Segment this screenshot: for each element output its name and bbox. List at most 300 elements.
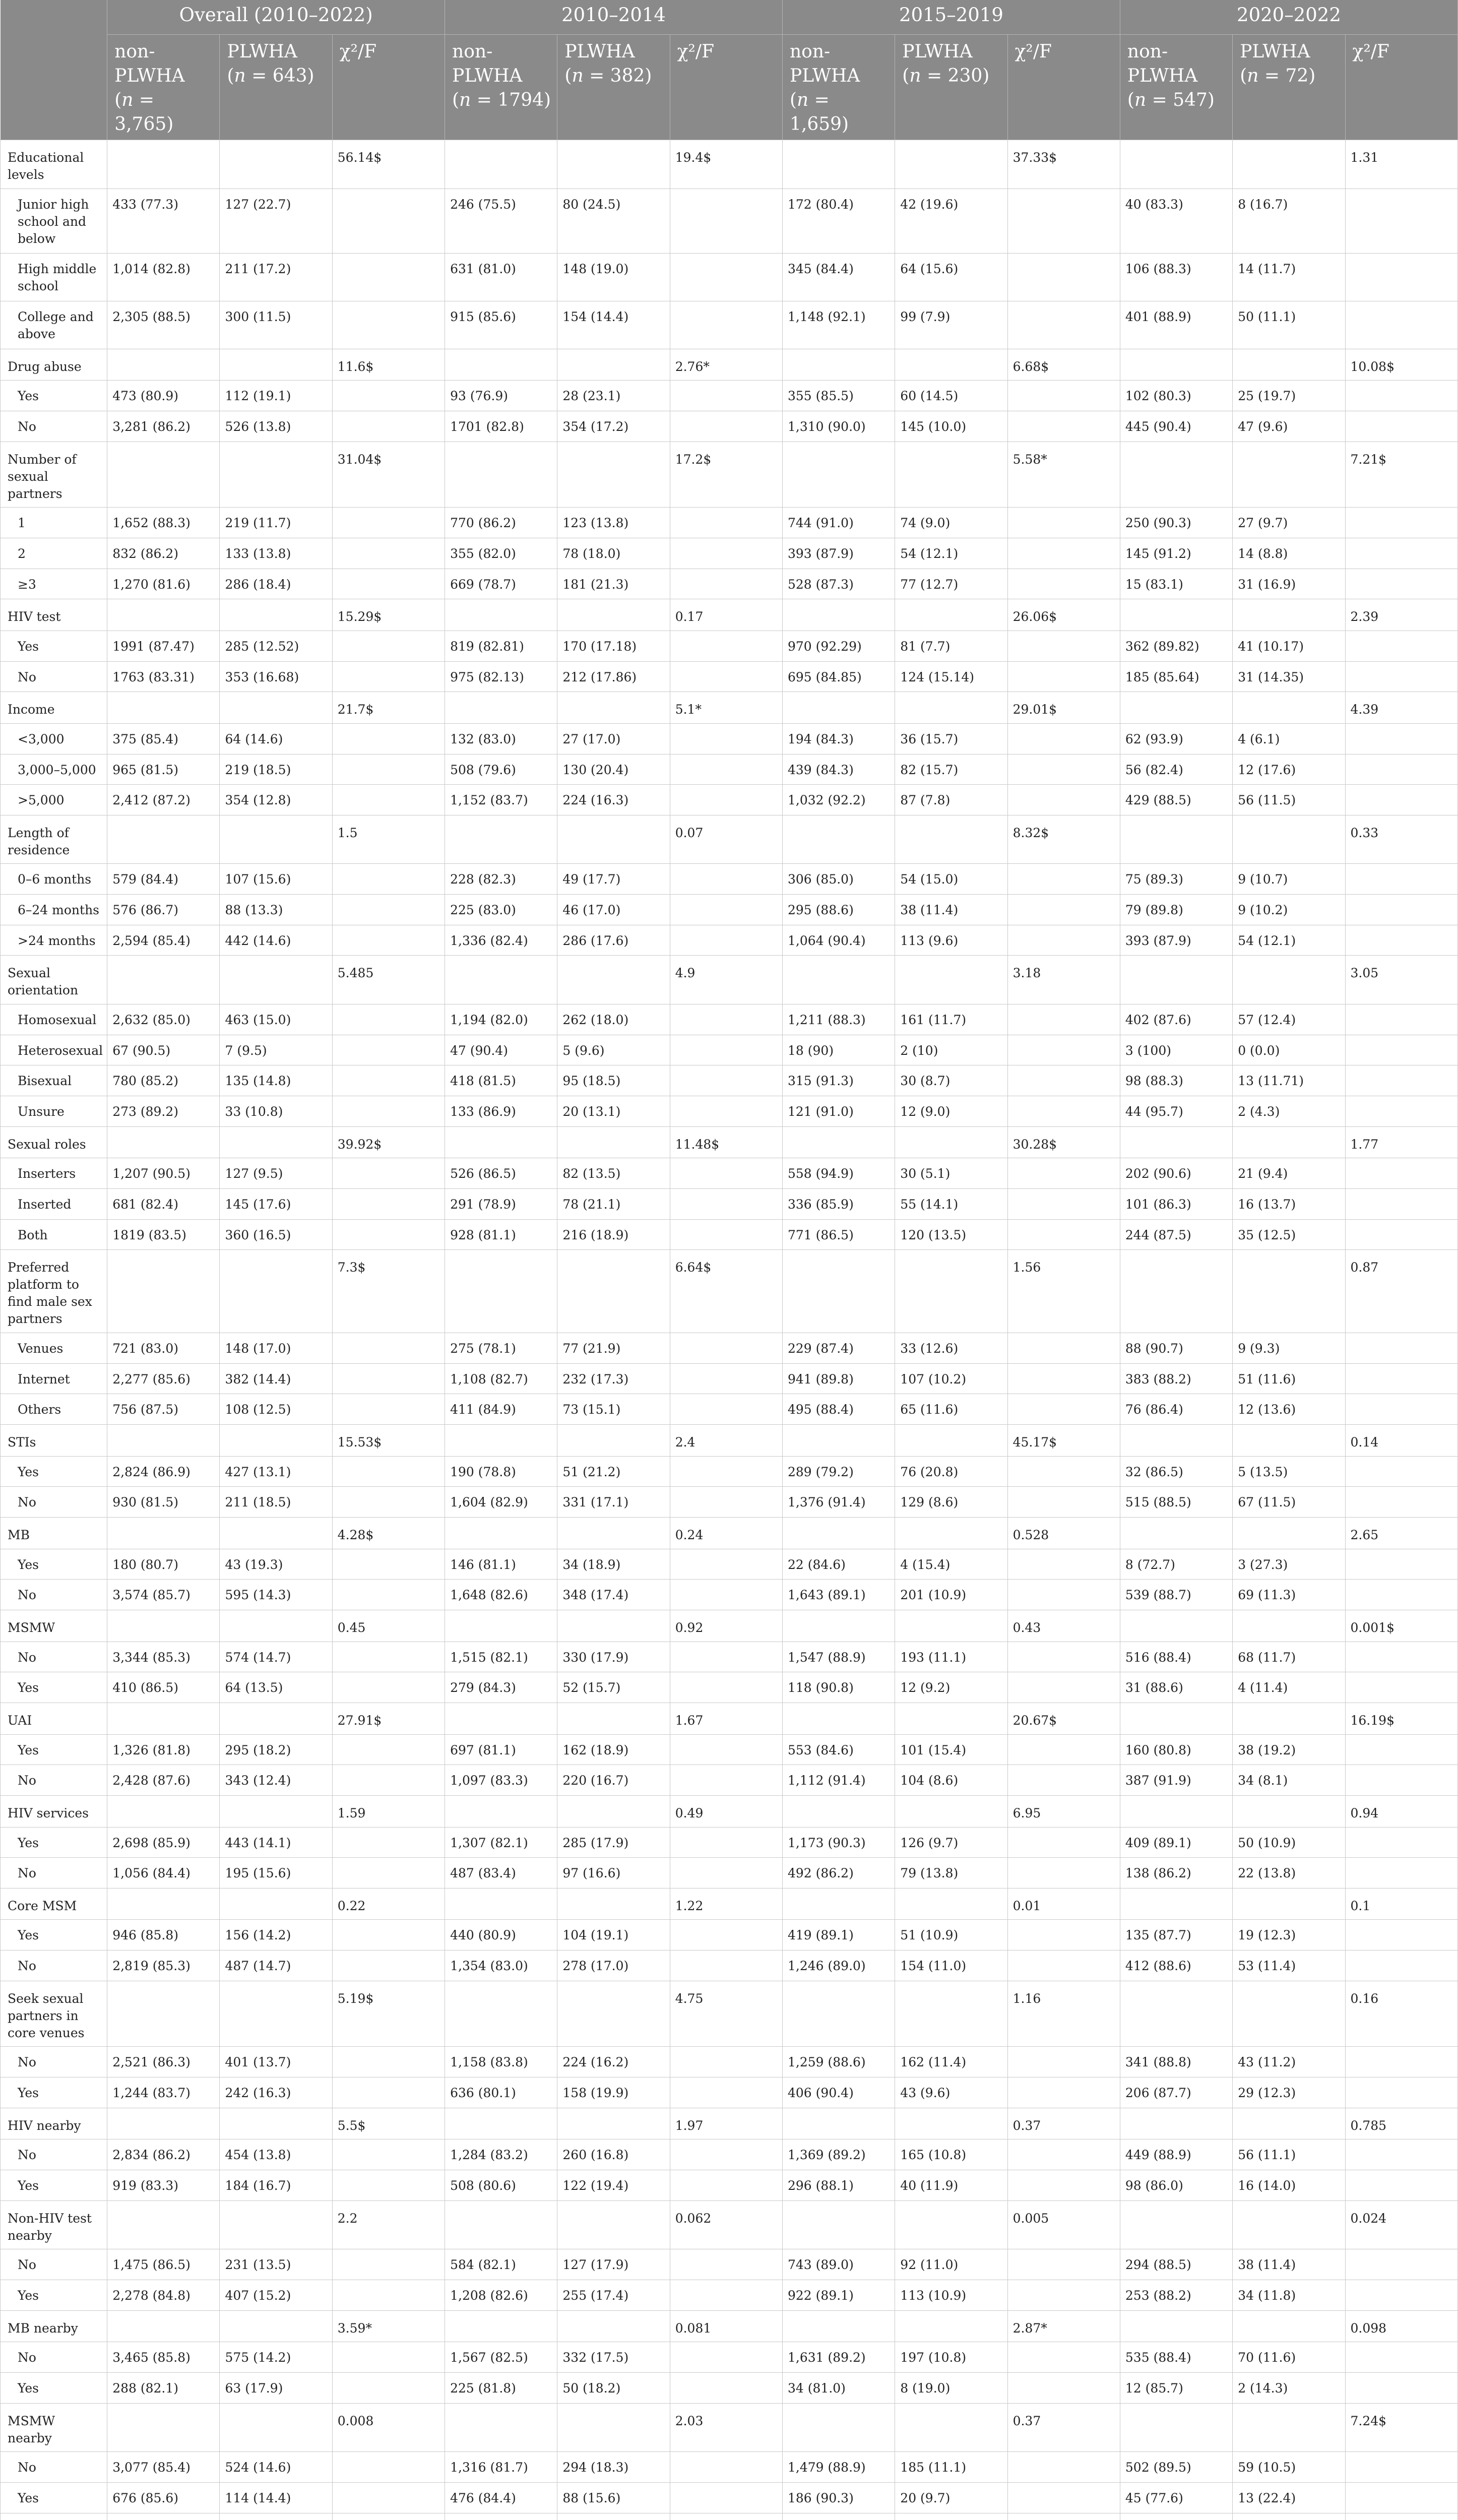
count-cell: 410 (86.5) <box>107 1672 220 1703</box>
stat-cell: 1.22 <box>670 1888 782 1920</box>
column-n-open: ( <box>902 66 910 86</box>
stat-cell: 0.92 <box>670 1610 782 1642</box>
variable-label: Income <box>1 692 107 724</box>
count-cell: 7 (9.5) <box>220 1035 332 1065</box>
count-cell: 113 (9.6) <box>895 925 1007 956</box>
category-row <box>1 1189 1458 1220</box>
count-cell: 50 (18.2) <box>557 2373 670 2404</box>
count-cell: 145 (91.2) <box>1120 538 1232 569</box>
stat-cell: 0.14 <box>1345 1424 1458 1456</box>
header-column-row <box>1 35 1458 140</box>
count-cell <box>557 1126 670 1158</box>
category-row <box>1 2482 1458 2513</box>
count-cell: 228 (82.3) <box>445 864 557 895</box>
count-cell: 43 (9.6) <box>895 2077 1007 2108</box>
header-stat-1: χ²/F <box>670 35 782 140</box>
stat-cell <box>1345 1950 1458 1981</box>
count-cell: 1,326 (81.8) <box>107 1734 220 1765</box>
count-cell: 107 (10.2) <box>895 1363 1007 1394</box>
stat-cell <box>1345 2047 1458 2077</box>
column-name: PLWHA <box>564 41 635 62</box>
stat-cell <box>1007 1394 1120 1425</box>
count-cell <box>895 1795 1007 1827</box>
stat-cell: 0.098 <box>1345 2310 1458 2342</box>
count-cell <box>107 2310 220 2342</box>
count-cell: 8 (16.7) <box>1233 188 1345 254</box>
category-label: Both <box>1 1219 107 1250</box>
count-cell: 54 (12.1) <box>895 538 1007 569</box>
count-cell: 412 (88.6) <box>1120 1950 1232 1981</box>
count-cell <box>1120 1703 1232 1734</box>
count-cell: 78 (21.1) <box>557 1189 670 1220</box>
count-cell <box>783 1250 895 1333</box>
count-cell: 2,824 (86.9) <box>107 1456 220 1487</box>
stat-cell <box>1007 1580 1120 1610</box>
count-cell: 539 (88.7) <box>1120 1580 1232 1610</box>
count-cell <box>445 815 557 864</box>
stat-cell <box>1007 569 1120 599</box>
stat-cell <box>670 381 782 411</box>
variable-label: MB <box>1 1517 107 1549</box>
count-cell <box>107 140 220 189</box>
count-cell <box>445 692 557 724</box>
count-cell <box>557 349 670 381</box>
count-cell: 211 (17.2) <box>220 254 332 301</box>
category-label: <3,000 <box>1 723 107 754</box>
count-cell <box>220 2108 332 2139</box>
count-cell: 165 (10.8) <box>895 2139 1007 2170</box>
count-cell: 330 (17.9) <box>557 1642 670 1672</box>
stat-cell <box>1007 895 1120 925</box>
stat-cell <box>1007 1858 1120 1888</box>
stat-cell <box>670 538 782 569</box>
count-cell: 98 (86.0) <box>1120 2170 1232 2201</box>
count-cell: 113 (10.9) <box>895 2280 1007 2311</box>
count-cell: 1,259 (88.6) <box>783 2047 895 2077</box>
count-cell <box>1120 1517 1232 1549</box>
count-cell <box>1233 2403 1345 2452</box>
count-cell <box>107 2108 220 2139</box>
stat-cell <box>1345 2139 1458 2170</box>
count-cell: 286 (17.6) <box>557 925 670 956</box>
count-cell: 40 (83.3) <box>1120 188 1232 254</box>
count-cell: 186 (90.3) <box>783 2482 895 2513</box>
count-cell <box>1120 140 1232 189</box>
stat-cell <box>1007 1363 1120 1394</box>
stat-cell <box>670 1827 782 1858</box>
count-cell: 4 (11.4) <box>1233 1672 1345 1703</box>
variable-row <box>1 1981 1458 2047</box>
stat-cell <box>1345 254 1458 301</box>
count-cell: 362 (89.82) <box>1120 631 1232 661</box>
count-cell <box>557 1981 670 2047</box>
count-cell: 721 (83.0) <box>107 1333 220 1364</box>
count-cell <box>1233 1517 1345 1549</box>
count-cell: 232 (17.3) <box>557 1363 670 1394</box>
category-label: 3,000–5,000 <box>1 754 107 785</box>
count-cell: 44 (95.7) <box>1120 1096 1232 1127</box>
count-cell: 158 (19.9) <box>557 2077 670 2108</box>
count-cell: 127 (22.7) <box>220 188 332 254</box>
count-cell: 355 (85.5) <box>783 381 895 411</box>
count-cell: 1991 (87.47) <box>107 631 220 661</box>
category-label: College and above <box>1 301 107 349</box>
count-cell: 260 (16.8) <box>557 2139 670 2170</box>
category-row <box>1 2342 1458 2373</box>
stat-cell <box>1345 1189 1458 1220</box>
category-row <box>1 301 1458 349</box>
stat-cell: 11.6$ <box>332 349 445 381</box>
category-row <box>1 2170 1458 2201</box>
count-cell <box>783 2513 895 2520</box>
count-cell <box>1120 692 1232 724</box>
count-cell: 348 (17.4) <box>557 1580 670 1610</box>
count-cell: 5 (13.5) <box>1233 1456 1345 1487</box>
count-cell: 930 (81.5) <box>107 1487 220 1518</box>
count-cell: 65 (11.6) <box>895 1394 1007 1425</box>
count-cell: 2,819 (85.3) <box>107 1950 220 1981</box>
count-cell: 1,056 (84.4) <box>107 1858 220 1888</box>
stat-cell: 39.92$ <box>332 1126 445 1158</box>
count-cell <box>220 349 332 381</box>
count-cell: 69 (11.3) <box>1233 1580 1345 1610</box>
category-row <box>1 2047 1458 2077</box>
count-cell <box>557 140 670 189</box>
stat-cell <box>1007 1096 1120 1127</box>
count-cell: 127 (17.9) <box>557 2249 670 2280</box>
count-cell <box>107 1517 220 1549</box>
count-cell: 75 (89.3) <box>1120 864 1232 895</box>
category-row <box>1 754 1458 785</box>
header-group-1: 2010–2014 <box>445 0 783 35</box>
column-n-open: ( <box>1240 66 1247 86</box>
count-cell: 97 (16.6) <box>557 1858 670 1888</box>
count-cell: 771 (86.5) <box>783 1219 895 1250</box>
count-cell: 22 (13.8) <box>1233 1858 1345 1888</box>
count-cell: 82 (15.7) <box>895 754 1007 785</box>
count-cell: 185 (85.64) <box>1120 661 1232 692</box>
count-cell <box>445 1250 557 1333</box>
count-cell: 300 (11.5) <box>220 301 332 349</box>
stat-cell: 1.31 <box>1345 140 1458 189</box>
stat-cell: 4.39 <box>1345 692 1458 724</box>
count-cell <box>107 1703 220 1734</box>
stat-cell <box>1345 785 1458 815</box>
stat-cell: 0.008 <box>332 2403 445 2452</box>
stat-cell: 2.03 <box>670 2403 782 2452</box>
category-label: Bisexual <box>1 1065 107 1096</box>
stat-cell <box>1007 1734 1120 1765</box>
stat-cell <box>670 1035 782 1065</box>
stat-cell <box>670 631 782 661</box>
count-cell: 95 (18.5) <box>557 1065 670 1096</box>
count-cell: 4 (15.4) <box>895 1549 1007 1580</box>
column-n-symbol: n <box>1134 90 1147 110</box>
count-cell <box>445 956 557 1004</box>
count-cell <box>783 442 895 508</box>
count-cell: 285 (17.9) <box>557 1827 670 1858</box>
count-cell: 5 (9.6) <box>557 1035 670 1065</box>
count-cell: 54 (15.0) <box>895 864 1007 895</box>
column-n-value: = 72) <box>1258 66 1316 86</box>
stat-cell <box>1345 1004 1458 1035</box>
category-row <box>1 381 1458 411</box>
category-label: Yes <box>1 2077 107 2108</box>
count-cell: 1,152 (83.7) <box>445 785 557 815</box>
stat-cell <box>670 723 782 754</box>
stat-cell <box>670 1363 782 1394</box>
count-cell: 18 (90) <box>783 1035 895 1065</box>
count-cell: 2,521 (86.3) <box>107 2047 220 2077</box>
count-cell: 526 (13.8) <box>220 411 332 442</box>
column-n-open: ( <box>114 90 122 110</box>
stat-cell <box>332 895 445 925</box>
count-cell <box>557 2200 670 2249</box>
count-cell: 1,369 (89.2) <box>783 2139 895 2170</box>
count-cell: 244 (87.5) <box>1120 1219 1232 1250</box>
stat-cell: 2.4 <box>670 1424 782 1456</box>
count-cell <box>220 442 332 508</box>
category-row <box>1 2373 1458 2404</box>
category-label: No <box>1 2249 107 2280</box>
category-label: No <box>1 1487 107 1518</box>
count-cell: 681 (82.4) <box>107 1189 220 1220</box>
stat-cell <box>332 1580 445 1610</box>
category-label: Inserted <box>1 1189 107 1220</box>
count-cell: 1,112 (91.4) <box>783 1765 895 1796</box>
stat-cell: 0.528 <box>1007 1517 1120 1549</box>
count-cell <box>220 692 332 724</box>
count-cell: 575 (14.2) <box>220 2342 332 2373</box>
count-cell: 279 (84.3) <box>445 1672 557 1703</box>
count-cell <box>895 692 1007 724</box>
stat-cell: 20.67$ <box>1007 1703 1120 1734</box>
count-cell: 429 (88.5) <box>1120 785 1232 815</box>
stat-cell <box>670 188 782 254</box>
stat-cell <box>670 1858 782 1888</box>
column-n-open: ( <box>227 66 234 86</box>
stat-cell <box>1007 2373 1120 2404</box>
stat-cell: 15.53$ <box>332 1424 445 1456</box>
count-cell <box>1233 692 1345 724</box>
stat-cell <box>1007 1765 1120 1796</box>
count-cell: 42 (19.6) <box>895 188 1007 254</box>
stat-cell <box>1007 1456 1120 1487</box>
header-column-7 <box>1233 35 1345 140</box>
count-cell: 387 (91.9) <box>1120 1765 1232 1796</box>
count-cell: 14 (11.7) <box>1233 254 1345 301</box>
count-cell: 195 (15.6) <box>220 1858 332 1888</box>
category-row <box>1 631 1458 661</box>
count-cell: 51 (10.9) <box>895 1920 1007 1950</box>
stat-cell <box>1007 785 1120 815</box>
count-cell: 449 (88.9) <box>1120 2139 1232 2170</box>
count-cell <box>783 599 895 631</box>
category-label: 0–6 months <box>1 864 107 895</box>
count-cell: 2 (10) <box>895 1035 1007 1065</box>
category-label: Yes <box>1 1920 107 1950</box>
stat-cell <box>1345 188 1458 254</box>
count-cell: 27 (17.0) <box>557 723 670 754</box>
count-cell: 132 (83.0) <box>445 723 557 754</box>
count-cell: 60 (14.5) <box>895 381 1007 411</box>
count-cell: 51 (21.2) <box>557 1456 670 1487</box>
stat-cell <box>1345 1065 1458 1096</box>
stat-cell <box>332 2249 445 2280</box>
count-cell: 194 (84.3) <box>783 723 895 754</box>
count-cell <box>220 1517 332 1549</box>
stat-cell <box>670 1333 782 1364</box>
count-cell: 1,307 (82.1) <box>445 1827 557 1858</box>
count-cell: 38 (11.4) <box>1233 2249 1345 2280</box>
count-cell: 87 (7.8) <box>895 785 1007 815</box>
stat-cell <box>332 411 445 442</box>
stat-cell <box>1007 381 1120 411</box>
count-cell <box>895 349 1007 381</box>
count-cell: 473 (80.9) <box>107 381 220 411</box>
count-cell: 2 (4.3) <box>1233 1096 1345 1127</box>
stat-cell: 5.1* <box>670 692 782 724</box>
count-cell: 70 (11.6) <box>1233 2342 1345 2373</box>
count-cell: 928 (81.1) <box>445 1219 557 1250</box>
stat-cell: 16.19$ <box>1345 1703 1458 1734</box>
stat-cell <box>670 925 782 956</box>
count-cell <box>783 1517 895 1549</box>
count-cell <box>1233 1610 1345 1642</box>
count-cell <box>107 1981 220 2047</box>
stat-cell <box>1007 1487 1120 1518</box>
category-row <box>1 2139 1458 2170</box>
count-cell: 104 (8.6) <box>895 1765 1007 1796</box>
variable-label: STIs <box>1 1424 107 1456</box>
count-cell <box>1120 349 1232 381</box>
count-cell: 64 (15.6) <box>895 254 1007 301</box>
stat-cell <box>332 1219 445 1250</box>
count-cell: 43 (19.3) <box>220 1549 332 1580</box>
count-cell: 53 (11.4) <box>1233 1950 1345 1981</box>
header-column-2 <box>445 35 557 140</box>
count-cell: 162 (11.4) <box>895 2047 1007 2077</box>
count-cell: 579 (84.4) <box>107 864 220 895</box>
count-cell <box>220 140 332 189</box>
count-cell: 118 (90.8) <box>783 1672 895 1703</box>
count-cell: 442 (14.6) <box>220 925 332 956</box>
count-cell: 1,515 (82.1) <box>445 1642 557 1672</box>
count-cell <box>220 1126 332 1158</box>
count-cell <box>1120 2200 1232 2249</box>
count-cell <box>1233 815 1345 864</box>
stat-cell <box>1007 2342 1120 2373</box>
count-cell: 79 (89.8) <box>1120 895 1232 925</box>
count-cell <box>220 2403 332 2452</box>
count-cell <box>107 692 220 724</box>
stat-cell <box>670 2513 782 2520</box>
count-cell: 41 (10.17) <box>1233 631 1345 661</box>
header-stat-2: χ²/F <box>1007 35 1120 140</box>
stat-cell <box>1345 1035 1458 1065</box>
category-row <box>1 1035 1458 1065</box>
stat-cell <box>332 754 445 785</box>
variable-row <box>1 2403 1458 2452</box>
count-cell: 1,246 (89.0) <box>783 1950 895 1981</box>
stat-cell: 3.05 <box>1345 956 1458 1004</box>
stat-cell <box>1345 1765 1458 1796</box>
stat-cell: 37.33$ <box>1007 140 1120 189</box>
count-cell <box>1233 1424 1345 1456</box>
variable-label: Core MSM <box>1 1888 107 1920</box>
count-cell: 289 (79.2) <box>783 1456 895 1487</box>
count-cell <box>895 1888 1007 1920</box>
category-row <box>1 661 1458 692</box>
stat-cell <box>332 254 445 301</box>
stat-cell: 2.39 <box>1345 599 1458 631</box>
count-cell: 30 (5.1) <box>895 1158 1007 1189</box>
variable-label: Sexual roles <box>1 1126 107 1158</box>
count-cell: 4 (6.1) <box>1233 723 1345 754</box>
count-cell: 419 (89.1) <box>783 1920 895 1950</box>
count-cell: 34 (8.1) <box>1233 1765 1345 1796</box>
stat-cell <box>1345 895 1458 925</box>
count-cell: 184 (16.7) <box>220 2170 332 2201</box>
count-cell: 294 (88.5) <box>1120 2249 1232 2280</box>
count-cell: 286 (18.4) <box>220 569 332 599</box>
category-row <box>1 1549 1458 1580</box>
count-cell: 697 (81.1) <box>445 1734 557 1765</box>
header-column-4 <box>783 35 895 140</box>
header-column-0 <box>107 35 220 140</box>
count-cell: 224 (16.2) <box>557 2047 670 2077</box>
count-cell: 101 (15.4) <box>895 1734 1007 1765</box>
count-cell: 211 (18.5) <box>220 1487 332 1518</box>
stat-cell <box>1007 723 1120 754</box>
count-cell: 46 (17.0) <box>557 895 670 925</box>
stat-cell <box>332 2513 445 2520</box>
column-n-symbol: n <box>1247 66 1259 86</box>
count-cell: 495 (88.4) <box>783 1394 895 1425</box>
count-cell: 64 (13.5) <box>220 1672 332 1703</box>
count-cell: 145 (10.0) <box>895 411 1007 442</box>
category-label: Yes <box>1 2373 107 2404</box>
count-cell: 1,194 (82.0) <box>445 1004 557 1035</box>
stat-cell <box>1007 754 1120 785</box>
stat-cell <box>1345 1734 1458 1765</box>
count-cell <box>1233 1250 1345 1333</box>
count-cell: 401 (88.9) <box>1120 301 1232 349</box>
count-cell: 129 (8.6) <box>895 1487 1007 1518</box>
count-cell: 970 (92.29) <box>783 631 895 661</box>
stat-cell <box>670 754 782 785</box>
count-cell: 56 (11.5) <box>1233 785 1345 815</box>
count-cell: 695 (84.85) <box>783 661 895 692</box>
count-cell: 1819 (83.5) <box>107 1219 220 1250</box>
header-column-6 <box>1120 35 1232 140</box>
count-cell: 202 (90.6) <box>1120 1158 1232 1189</box>
count-cell: 355 (82.0) <box>445 538 557 569</box>
count-cell: 73 (15.1) <box>557 1394 670 1425</box>
stat-cell <box>1345 1333 1458 1364</box>
column-n-value: = 1794) <box>471 90 551 110</box>
stat-cell <box>1007 1219 1120 1250</box>
count-cell <box>557 1795 670 1827</box>
count-cell <box>107 815 220 864</box>
stat-cell <box>1007 1158 1120 1189</box>
category-label: >24 months <box>1 925 107 956</box>
count-cell: 445 (90.4) <box>1120 411 1232 442</box>
count-cell <box>1233 956 1345 1004</box>
category-row <box>1 1672 1458 1703</box>
count-cell: 47 (9.6) <box>1233 411 1345 442</box>
count-cell <box>1233 1981 1345 2047</box>
